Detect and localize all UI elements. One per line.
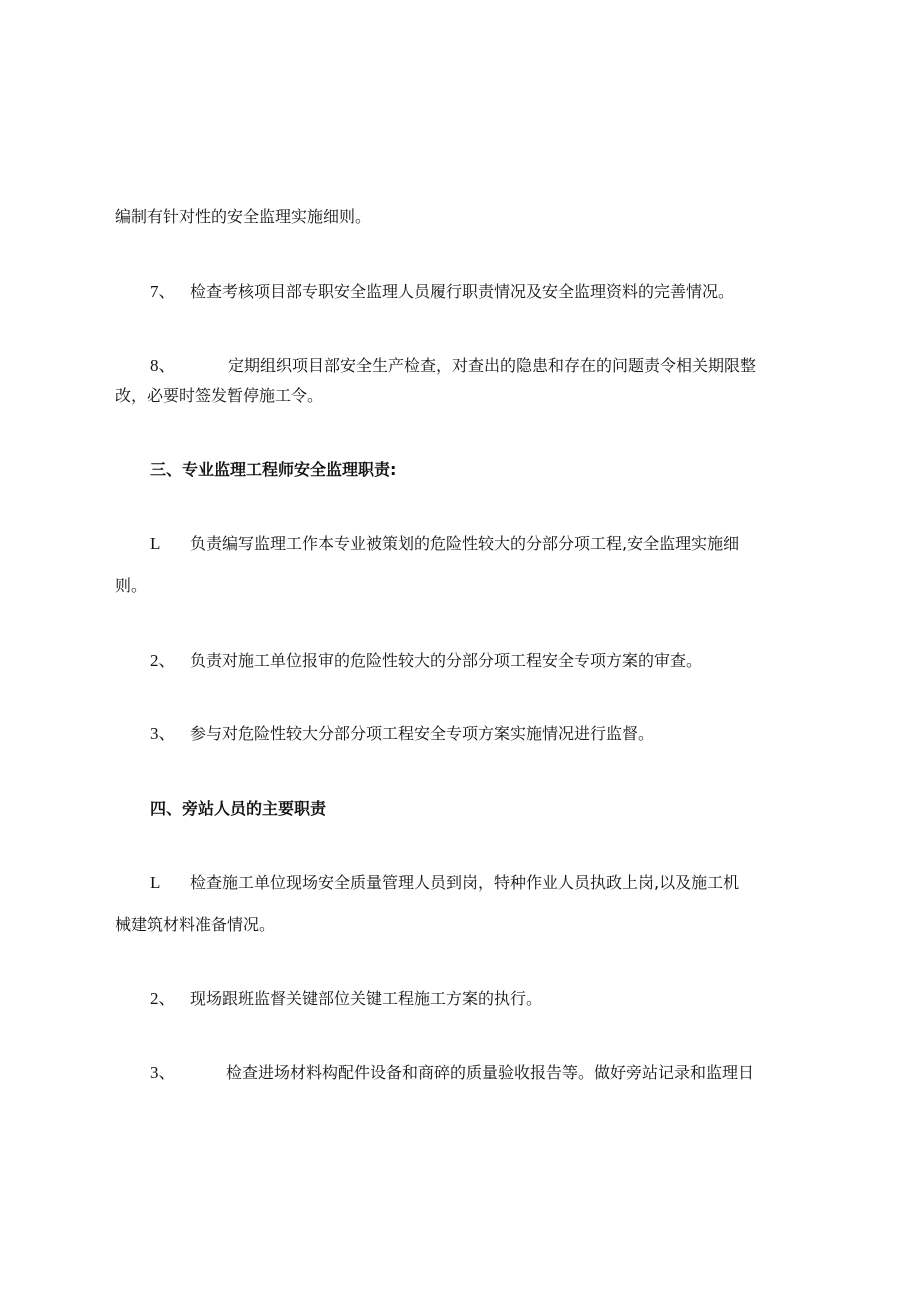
section-4-item-1-line2: 械建筑材料准备情况。: [115, 915, 276, 934]
item-7-number: 7、: [150, 282, 176, 301]
section-4-item-1-number: L: [150, 873, 161, 892]
item-8-number: 8、: [150, 356, 176, 375]
section-4-item-3-text: 检查进场材料构配件设备和商碎的质量验收报告等。做好旁站记录和监理日: [226, 1063, 755, 1082]
section-3-item-1-line1: 负责编写监理工作本专业被策划的危险性较大的分部分项工程,安全监理实施细: [190, 534, 740, 553]
item-8-text-line2: 改，必要时签发暂停施工令。: [115, 386, 324, 405]
section-4-item-1-line1: 检查施工单位现场安全质量管理人员到岗，特种作业人员执政上岗,以及施工机: [190, 873, 740, 892]
section-3-item-3-text: 参与对危险性较大分部分项工程安全专项方案实施情况进行监督。: [190, 724, 655, 743]
section-4-heading: 四、旁站人员的主要职责: [150, 799, 327, 818]
section-4-item-2-number: 2、: [150, 989, 176, 1008]
section-3-item-1-number: L: [150, 534, 161, 553]
section-4-item-2-text: 现场跟班监督关键部位关键工程施工方案的执行。: [190, 989, 543, 1008]
section-3-heading: 三、专业监理工程师安全监理职责:: [150, 460, 397, 479]
item-8-text-line1: 定期组织项目部安全生产检查，对查出的隐患和存在的问题责令相关期限整: [228, 356, 757, 375]
section-3-item-1-line2: 则。: [115, 576, 148, 595]
section-4-item-3-number: 3、: [150, 1063, 176, 1082]
item-7-text: 检查考核项目部专职安全监理人员履行职责情况及安全监理资料的完善情况。: [190, 282, 735, 301]
section-3-item-3-number: 3、: [150, 724, 176, 743]
intro-continuation-text: 编制有针对性的安全监理实施细则。: [115, 207, 372, 226]
section-3-item-2-text: 负责对施工单位报审的危险性较大的分部分项工程安全专项方案的审查。: [190, 651, 703, 670]
section-3-item-2-number: 2、: [150, 651, 176, 670]
